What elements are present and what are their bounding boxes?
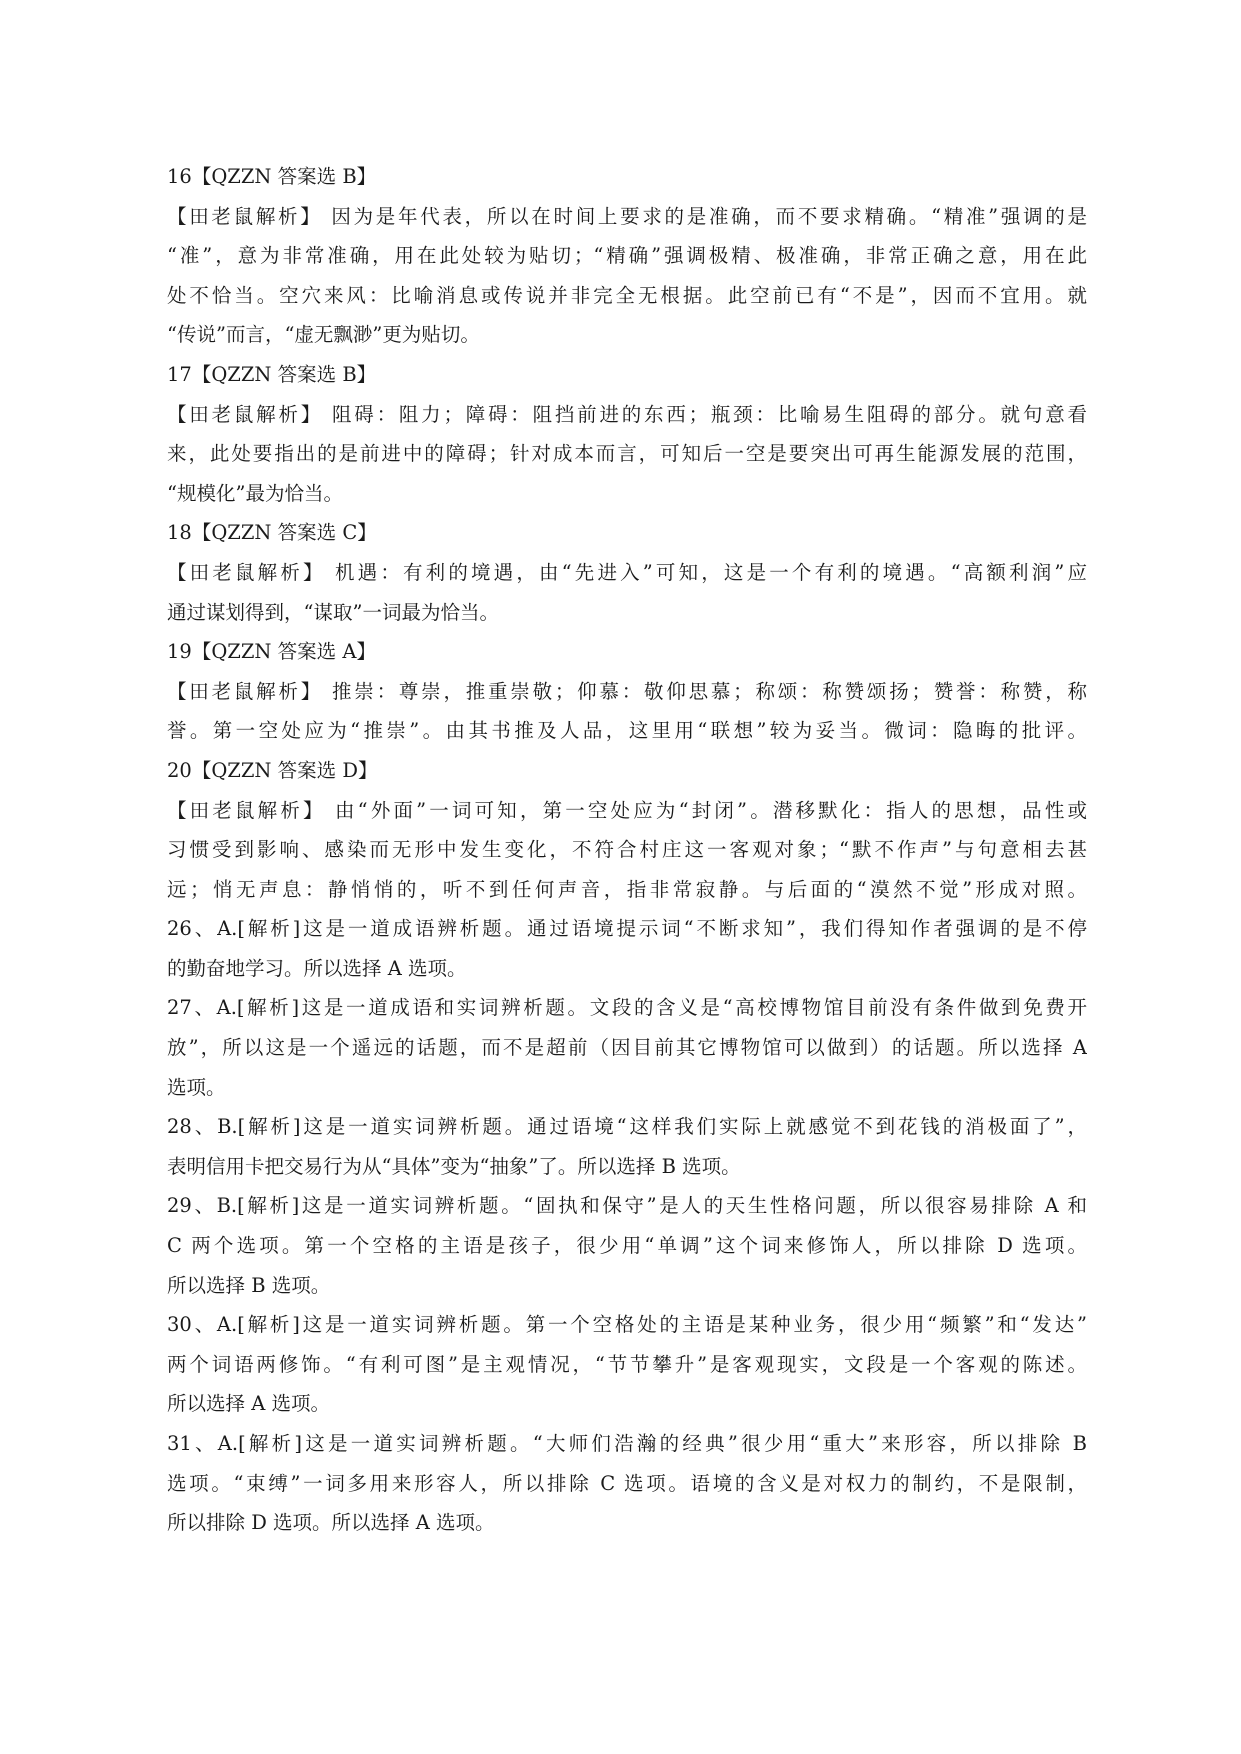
text-line: “规模化”最为恰当。 [167,481,343,505]
text-line: 选项。“束缚”一词多用来形容人，所以排除 C 选项。语境的含义是对权力的制约，不是限制， [167,1471,1087,1495]
text-line: 所以选择 A 选项。 [167,1392,330,1416]
text-line: 【田老鼠解析】 阻碍：阻力；障碍：阻挡前进的东西；瓶颈：比喻易生阻碍的部分。就句意看 [167,402,1087,426]
text-line: 【田老鼠解析】 机遇：有利的境遇，由“先进入”可知，这是一个有利的境遇。“高额利润”应 [167,560,1087,584]
text-line: 所以选择 B 选项。 [167,1273,331,1297]
text-line: 通过谋划得到，“谋取”一词最为恰当。 [167,600,499,624]
document-body [167,157,1087,1543]
text-line: 处不恰当。空穴来风：比喻消息或传说并非完全无根据。此空前已有“不是”，因而不宜用。就 [167,283,1087,307]
text-line: 28、B.[解析]这是一道实词辨析题。通过语境“这样我们实际上就感觉不到花钱的消极面了”， [167,1115,1087,1139]
text-line: 【田老鼠解析】 因为是年代表，所以在时间上要求的是准确，而不要求精确。“精准”强调的是 [167,204,1087,228]
text-line: 誉。第一空处应为“推崇”。由其书推及人品，这里用“联想”较为妥当。微词：隐晦的批评。 [167,719,1087,743]
text-line: 两个词语两修饰。“有利可图”是主观情况，“节节攀升”是客观现实，文段是一个客观的陈述。 [167,1352,1087,1376]
text-line: 27、A.[解析]这是一道成语和实词辨析题。文段的含义是“高校博物馆目前没有条件做到免费开 [167,996,1087,1020]
text-line: 17【QZZN 答案选 B】 [167,362,377,386]
text-line: 的勤奋地学习。所以选择 A 选项。 [167,956,467,980]
text-line: 来，此处要指出的是前进中的障碍；针对成本而言，可知后一空是要突出可再生能源发展的范围， [167,442,1087,466]
text-line: C 两个选项。第一个空格的主语是孩子，很少用“单调”这个词来修饰人，所以排除 D 选项。 [167,1234,1087,1258]
text-line: 选项。 [167,1075,226,1099]
text-line: 26、A.[解析]这是一道成语辨析题。通过语境提示词“不断求知”，我们得知作者强调的是不停 [167,917,1087,941]
text-line: 20【QZZN 答案选 D】 [167,758,378,782]
text-line: 31、A.[解析]这是一道实词辨析题。“大师们浩瀚的经典”很少用“重大”来形容，所以排除 B [167,1432,1087,1455]
text-line: 放”，所以这是一个遥远的话题，而不是超前（因目前其它博物馆可以做到）的话题。所以选择 A [167,1036,1087,1060]
text-line: 【田老鼠解析】 推崇：尊崇，推重崇敬；仰慕：敬仰思慕；称颂：称赞颂扬；赞誉：称赞，称 [167,679,1087,703]
text-line: 远；悄无声息：静悄悄的，听不到任何声音，指非常寂静。与后面的“漠然不觉”形成对照。 [167,877,1087,901]
text-line: 【田老鼠解析】 由“外面”一词可知，第一空处应为“封闭”。潜移默化：指人的思想，品性或 [167,798,1087,822]
text-line: 18【QZZN 答案选 C】 [167,521,377,545]
text-line: “准”，意为非常准确，用在此处较为贴切；“精确”强调极精、极准确，非常正确之意，用在此 [167,244,1087,268]
text-line: 表明信用卡把交易行为从“具体”变为“抽象”了。所以选择 B 选项。 [167,1154,741,1178]
text-line: 19【QZZN 答案选 A】 [167,640,376,664]
text-line: 所以排除 D 选项。所以选择 A 选项。 [167,1511,495,1535]
text-line: 习惯受到影响、感染而无形中发生变化，不符合村庄这一客观对象；“默不作声”与句意相去甚 [167,838,1087,862]
text-line: “传说”而言，“虚无飘渺”更为贴切。 [167,323,480,347]
text-line: 29、B.[解析]这是一道实词辨析题。“固执和保守”是人的天生性格问题，所以很容易排除 A 和 [167,1194,1087,1218]
text-line: 30、A.[解析]这是一道实词辨析题。第一个空格处的主语是某种业务，很少用“频繁”和“发达” [167,1313,1087,1337]
text-line: 16【QZZN 答案选 B】 [167,165,377,188]
